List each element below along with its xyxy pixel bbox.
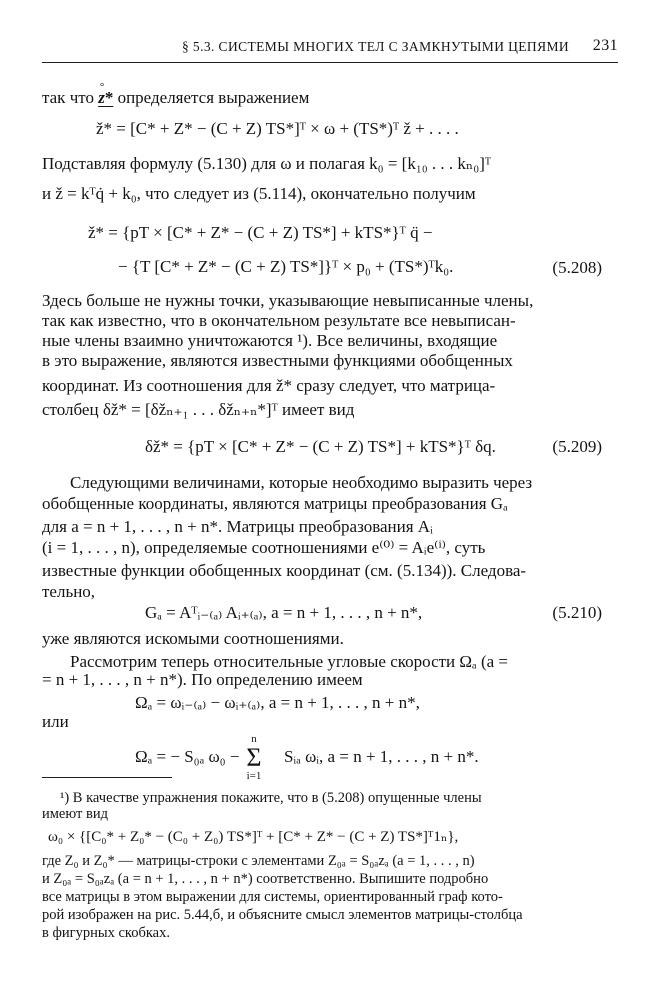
text-line: уже являются искомыми соотношениями. [42,629,344,648]
footnote-line: ¹) В качестве упражнения покажите, что в (5.208) опущенные члены [60,790,482,806]
equation-1: ž* = [C* + Z* − (C + Z) TS*]ᵀ × ω + (TS*)ᵀ ž + . . . . [96,119,459,138]
page-number: 231 [592,37,618,54]
equation-5208-line2: − {T [C* + Z* − (C + Z) TS*]}ᵀ × p₀ + (TS*)ᵀk₀. [118,257,454,276]
equation-5210: Gₐ = Aᵀᵢ₋₍ₐ₎ Aᵢ₊₍ₐ₎, a = n + 1, . . . , n + n*, [145,603,423,622]
paragraph-line: так как известно, что в окончательном результате все невыписан- [42,311,516,330]
footnote-line: рой изображен на рис. 5.44,б, и объясните смысл элементов матрицы-столбца [42,907,523,923]
equation-omega-sum: Ωₐ = − S₀ₐ ω₀ − Sᵢₐ ωᵢ, a = n + 1, . . . , n + n*. [135,747,479,766]
footnote-formula: ω₀ × {[C₀* + Z₀* − (C₀ + Z₀) TS*]ᵀ + [C* + Z* − (C + Z) TS*]ᵀ1ₙ}, [48,829,459,845]
running-title: § 5.3. СИСТЕМЫ МНОГИХ ТЕЛ С ЗАМКНУТЫМИ ЦЕПЯМИ [182,39,570,54]
page-header [42,32,618,63]
equation-number: (5.209) [552,437,602,456]
text-line: или [42,712,69,731]
paragraph-line: = n + 1, . . . , n + n*). По определению имеем [42,670,363,689]
paragraph-line: координат. Из соотношения для ž* сразу следует, что матрица- [42,376,496,395]
footnote-line: где Z₀ и Z₀* — матрицы-строки с элементами Z₀ₐ = S₀ₐzₐ (a = 1, . . . , n) [42,853,475,869]
text-line: Подставляя формулу (5.130) для ω и полагая k₀ = [k₁₀ . . . kₙ₀]ᵀ [42,154,492,173]
footnote-rule [42,777,172,778]
equation-5209: δž* = {pT × [C* + Z* − (C + Z) TS*] + kTS*}ᵀ δq. [145,437,496,456]
paragraph-line: известные функции обобщенных координат (см. (5.134)). Следова- [42,561,527,580]
equation-number: (5.208) [552,258,602,277]
paragraph-line: ные члены взаимно уничтожаются ¹). Все величины, входящие [42,331,498,350]
text-line: так что ° z* определяется выражением [42,88,602,108]
paragraph-line: для a = n + 1, . . . , n + n*. Матрицы преобразования Aᵢ [42,517,433,536]
footnote-line: имеют вид [42,806,108,822]
footnote-line: все матрицы в этом выражении для системы, ориентированный граф кото- [42,889,503,905]
footnote-line: в фигурных скобках. [42,925,170,941]
equation-omega-def: Ωₐ = ωᵢ₋₍ₐ₎ − ωᵢ₊₍ₐ₎, a = n + 1, . . . , n + n*, [135,693,420,712]
paragraph-line: столбец δž* = [δžₙ₊₁ . . . δžₙ₊ₙ*]ᵀ имеет вид [42,400,355,419]
text-line: и ž = kᵀq̇ + k₀, что следует из (5.114), окончательно получим [42,184,476,203]
paragraph-line: Здесь больше не нужны точки, указывающие невыписанные члены, [42,291,534,310]
paragraph-line: Следующими величинами, которые необходимо выразить через [70,473,533,492]
paragraph-line: (i = 1, . . . , n), определяемые соотношениями e⁽⁰⁾ = Aᵢe⁽ⁱ⁾, суть [42,538,486,557]
footnote-line: и Z₀ₐ = S₀ₐzₐ (a = n + 1, . . . , n + n*) соответственно. Выпишите подробно [42,871,489,887]
paragraph-line: в это выражение, являются известными функциями обобщенных [42,351,513,370]
equation-5208-line1: ž* = {pT × [C* + Z* − (C + Z) TS*] + kTS*}ᵀ q̈ − [88,223,433,242]
paragraph-line: Рассмотрим теперь относительные угловые скорости Ωₐ (a = [70,652,508,671]
equation-number: (5.210) [552,603,602,622]
summation-sign: n Σ i=1 [246,733,262,782]
paragraph-line: обобщенные координаты, являются матрицы преобразования Gₐ [42,494,508,513]
paragraph-line: тельно, [42,582,96,601]
z-star-dot-symbol: ° z* [98,88,113,108]
